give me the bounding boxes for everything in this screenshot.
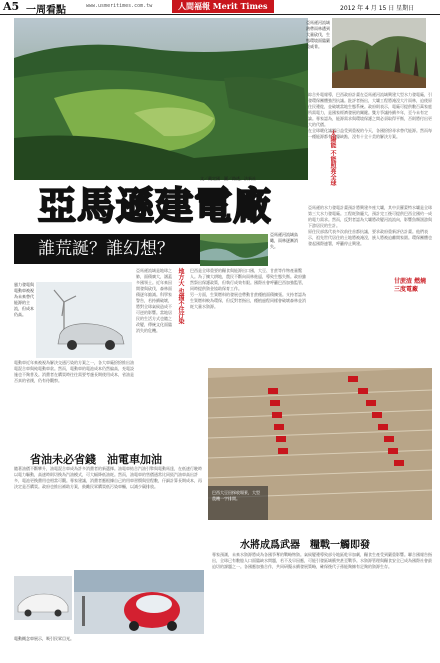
oil-subhead: 省油未必省錢 油電車加油 (30, 453, 162, 466)
photo-credit: 文／戴定國 圖／路透、法新社 (200, 176, 256, 181)
section-title: 一周看點 (26, 5, 66, 16)
article-column-center: 巴西是全球重要的糧食與能源出口國，大豆、甘蔗等作物產量驚人。為了擴大耕地，農民不斷向雨林進逼，導致生態失衡。政府雖然祭出保護政策，但執行成效有限。國際社會呼籲巴西加強監管，同時提供資金協助保育工作。 另一方面，生質燃料的發展也帶動甘蔗種植面積擴張。支持者認為生質燃料較為環保，但反對者指出，種植過程同樣會破壞森林並消耗大量水資源。 (190, 268, 306, 309)
site-url: www.usmeritimes.com.tw (86, 3, 153, 9)
windmill-caption: 風力發電與電動車被視為未來替代能源的主流，但成本仍高。 (14, 282, 34, 317)
page-number: A5 (3, 0, 20, 13)
article-column-left: 電動車近年來被視為解決交通污染的方案之一，各大車廠紛紛推出油電混合車與純電動車款。然而，電動車的電池成本仍然偏高，充電設施也不夠普及。消費者在購買時往往需要考慮長期使用成本，省油是否真的省錢，仍有待觀察。 (14, 360, 134, 383)
article-column-right-mid: 亞馬遜的水力發電計畫預計將興建多座大壩，其中貝羅蒙特水壩是全球第三大水力發電廠。工程耗資龐大，預計完工後可提供巴西全國約一成的電力需求。然而，反對者認為大壩將改變河流流向，影響魚類洄游與下游居民的生計。 原住民部落代表多次前往首都抗議，要求政府重新評估計畫。他們表示，祖先世代居住的土地將被淹沒，族人將被迫離開家園。環保團體也發起國際連署，呼籲停止興建。 (308, 205, 432, 246)
river-aerial-photo (200, 234, 268, 266)
issue-date: 2012 年 4 月 15 日 星期日 (340, 5, 415, 12)
mid-small-caption: 亞馬遜河流域鳥瞰，雨林逐漸消失。 (270, 232, 298, 249)
windmill-car-photo (36, 282, 132, 358)
burning-forest-photo (332, 18, 426, 88)
aerial-forest-photo (14, 18, 308, 180)
red-subhead-pollution: 地方大 也擋不住汙染 (177, 268, 184, 325)
article-column-lower-right: 專家預測，未來水資源將成為各國爭奪的戰略物資。氣候變遷導致部分地區乾旱加劇，糧食生產受到嚴重影響。聯合國報告指出，全球已有數億人口面臨缺水問題，若不及早因應，可能引發區域衝突甚至戰爭。水資源管理與糧食安全已成為國際社會最迫切的課題之一。各國應加強合作，共同研擬永續發展策略，確保後代子孫能夠擁有足夠的資源生存。 (212, 552, 432, 569)
tractor-caption: 巴西大豆田採收場景，大型農機一字排開。 (212, 490, 260, 501)
newspaper-logo: 人間福報 Merit Times (172, 0, 274, 13)
article-column-right-top: 綜合外電報導，巴西政府計畫在亞馬遜河流域興建大型水力發電廠，引發環保團體強烈抗議。批評者指出，大壩工程將淹沒大片雨林，迫使原住民遷徙，並破壞當地生態系統。政府則表示，電廠可提供數百萬家庭所需電力，是國家經濟發展的關鍵。雙方爭議持續多年，至今未有定論。專家認為，能源需求與環境保護之間必須取得平衡，否則將付出更大的代價。 在全球暖化議題日益受到重視的今天，各國紛紛尋求替代能源。然而每一種能源都有其優缺點，沒有十全十美的解決方案。 (308, 92, 432, 139)
solar-subhead: 太陽能 不能照亮全球 (329, 130, 336, 187)
concept-car-photo-large (74, 570, 204, 634)
article-column-lower-left: 隨著油價不斷攀升，油電混合車成為許多消費者的新選擇。油電車結合汽油引擎與電動馬達，在低速行駛時以電力驅動，高速時則切換為汽油模式，可大幅降低油耗。然而，油電車的售價通常比同級汽油車高出許多，電池更換費用也相當可觀。專家建議，消費者應根據自己的用車習慣與里程數，仔細計算長期成本，再決定是否購買。政府也推出補助方案，鼓勵民眾購買低污染車輛，以減少碳排放。 (14, 466, 202, 489)
red-subhead-bagasse: 甘蔗渣 燃燒三度電廠 (394, 278, 427, 293)
sub-headline: 誰荒誕？誰幻想？ (14, 234, 200, 264)
article-column-middle: 亞馬遜流域是地球之肺，面積廣大，涵蓋多國領土。近年來因開發與砍伐，森林面積逐年縮減。科學家警告，若持續破壞，將對全球氣候造成不可逆的影響。當地居民的生活方式也隨之改變，傳統文化面臨消失的危機。 (136, 268, 172, 333)
concept-car-photo-small (14, 576, 72, 620)
water-subhead: 水將成爲武器 糧戰一觸即發 (240, 540, 370, 551)
main-headline: 亞馬遜建電廠 (38, 183, 273, 228)
forest-caption: 亞馬遜河流域熱帶雨林遭到大量砍伐，生態環境面臨嚴重威脅。 (306, 20, 330, 49)
page-header (0, 0, 440, 15)
bottom-left-caption: 電動概念車展示，吸引民眾目光。 (14, 636, 74, 641)
